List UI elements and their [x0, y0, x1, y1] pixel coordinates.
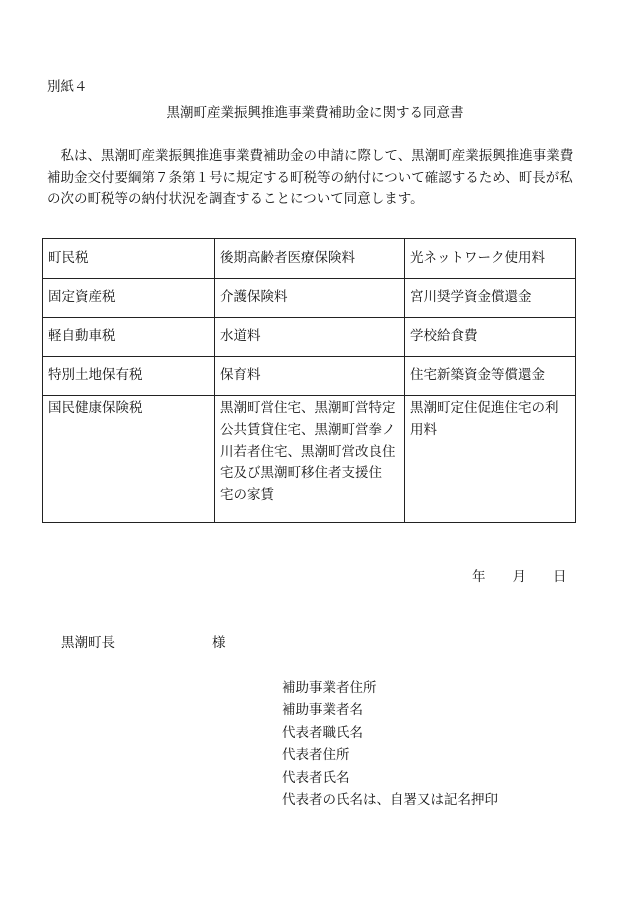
- table-cell: [405, 396, 576, 523]
- cell-text-line: 宅の家賃: [220, 487, 274, 504]
- cell-text-line: 公共賃貸住宅、黒潮町営拳ノ: [220, 421, 396, 438]
- paragraph-line: 私は、黒潮町産業振興推進事業費補助金の申請に際して、黒潮町産業振興推進事業費: [47, 148, 574, 164]
- cell-text: 宮川奨学資金償還金: [410, 289, 532, 306]
- table-cell: [215, 279, 405, 318]
- addressee-name: 黒潮町長: [61, 635, 115, 651]
- table-cell: [43, 396, 215, 523]
- cell-text: 介護保険料: [220, 289, 288, 306]
- cell-text: 学校給食費: [410, 328, 478, 345]
- tax-items-table: [42, 238, 576, 523]
- table-cell: [405, 357, 576, 396]
- cell-text: 町民税: [48, 249, 89, 266]
- paragraph-line: 補助金交付要綱第７条第１号に規定する町税等の納付について確認するため、町長が私: [47, 169, 573, 186]
- cell-text: 後期高齢者医療保険料: [220, 249, 355, 266]
- table-cell: [405, 279, 576, 318]
- signature-note: 代表者の氏名は、自署又は記名押印: [282, 791, 498, 808]
- addressee-honorific: 様: [212, 635, 226, 651]
- table-cell: [215, 396, 405, 523]
- applicant-fields: [282, 677, 498, 811]
- table-cell: [43, 318, 215, 357]
- date-line: 年 月 日: [472, 569, 567, 585]
- document-title: 黒潮町産業振興推進事業費補助金に関する同意書: [166, 105, 464, 121]
- table-cell: [43, 239, 215, 279]
- table-cell: [215, 318, 405, 357]
- table-cell: [43, 357, 215, 396]
- table-cell: [215, 357, 405, 396]
- cell-text-line: 黒潮町営住宅、黒潮町営特定: [220, 400, 396, 416]
- cell-text-line: 宅及び黒潮町移住者支援住: [220, 465, 382, 482]
- consent-paragraph: [47, 146, 573, 211]
- representative-address: 代表者住所: [282, 747, 350, 764]
- cell-text: 特別土地保有税: [48, 367, 143, 384]
- cell-text: 軽自動車税: [48, 328, 116, 345]
- cell-text: 国民健康保険税: [48, 400, 143, 416]
- paragraph-line: の次の町税等の納付状況を調査することについて同意します。: [47, 191, 424, 208]
- attachment-label: 別紙４: [47, 79, 88, 95]
- cell-text: 水道料: [220, 328, 261, 345]
- cell-text: 保育料: [220, 367, 261, 384]
- representative-title-name: 代表者職氏名: [282, 724, 363, 741]
- table-cell: [43, 279, 215, 318]
- cell-text-line: 用料: [410, 421, 437, 438]
- cell-text: 固定資産税: [48, 289, 116, 306]
- table-cell: [405, 239, 576, 279]
- table-cell: [405, 318, 576, 357]
- table-cell: [215, 239, 405, 279]
- applicant-field-address: 補助事業者住所: [282, 680, 377, 696]
- cell-text-line: 黒潮町定住促進住宅の利: [410, 400, 559, 416]
- cell-text-line: 川若者住宅、黒潮町営改良住: [220, 443, 396, 460]
- representative-name: 代表者氏名: [282, 769, 350, 786]
- cell-text: 住宅新築資金等償還金: [410, 367, 545, 384]
- cell-text: 光ネットワーク使用料: [410, 249, 545, 266]
- applicant-field-name: 補助事業者名: [282, 702, 363, 719]
